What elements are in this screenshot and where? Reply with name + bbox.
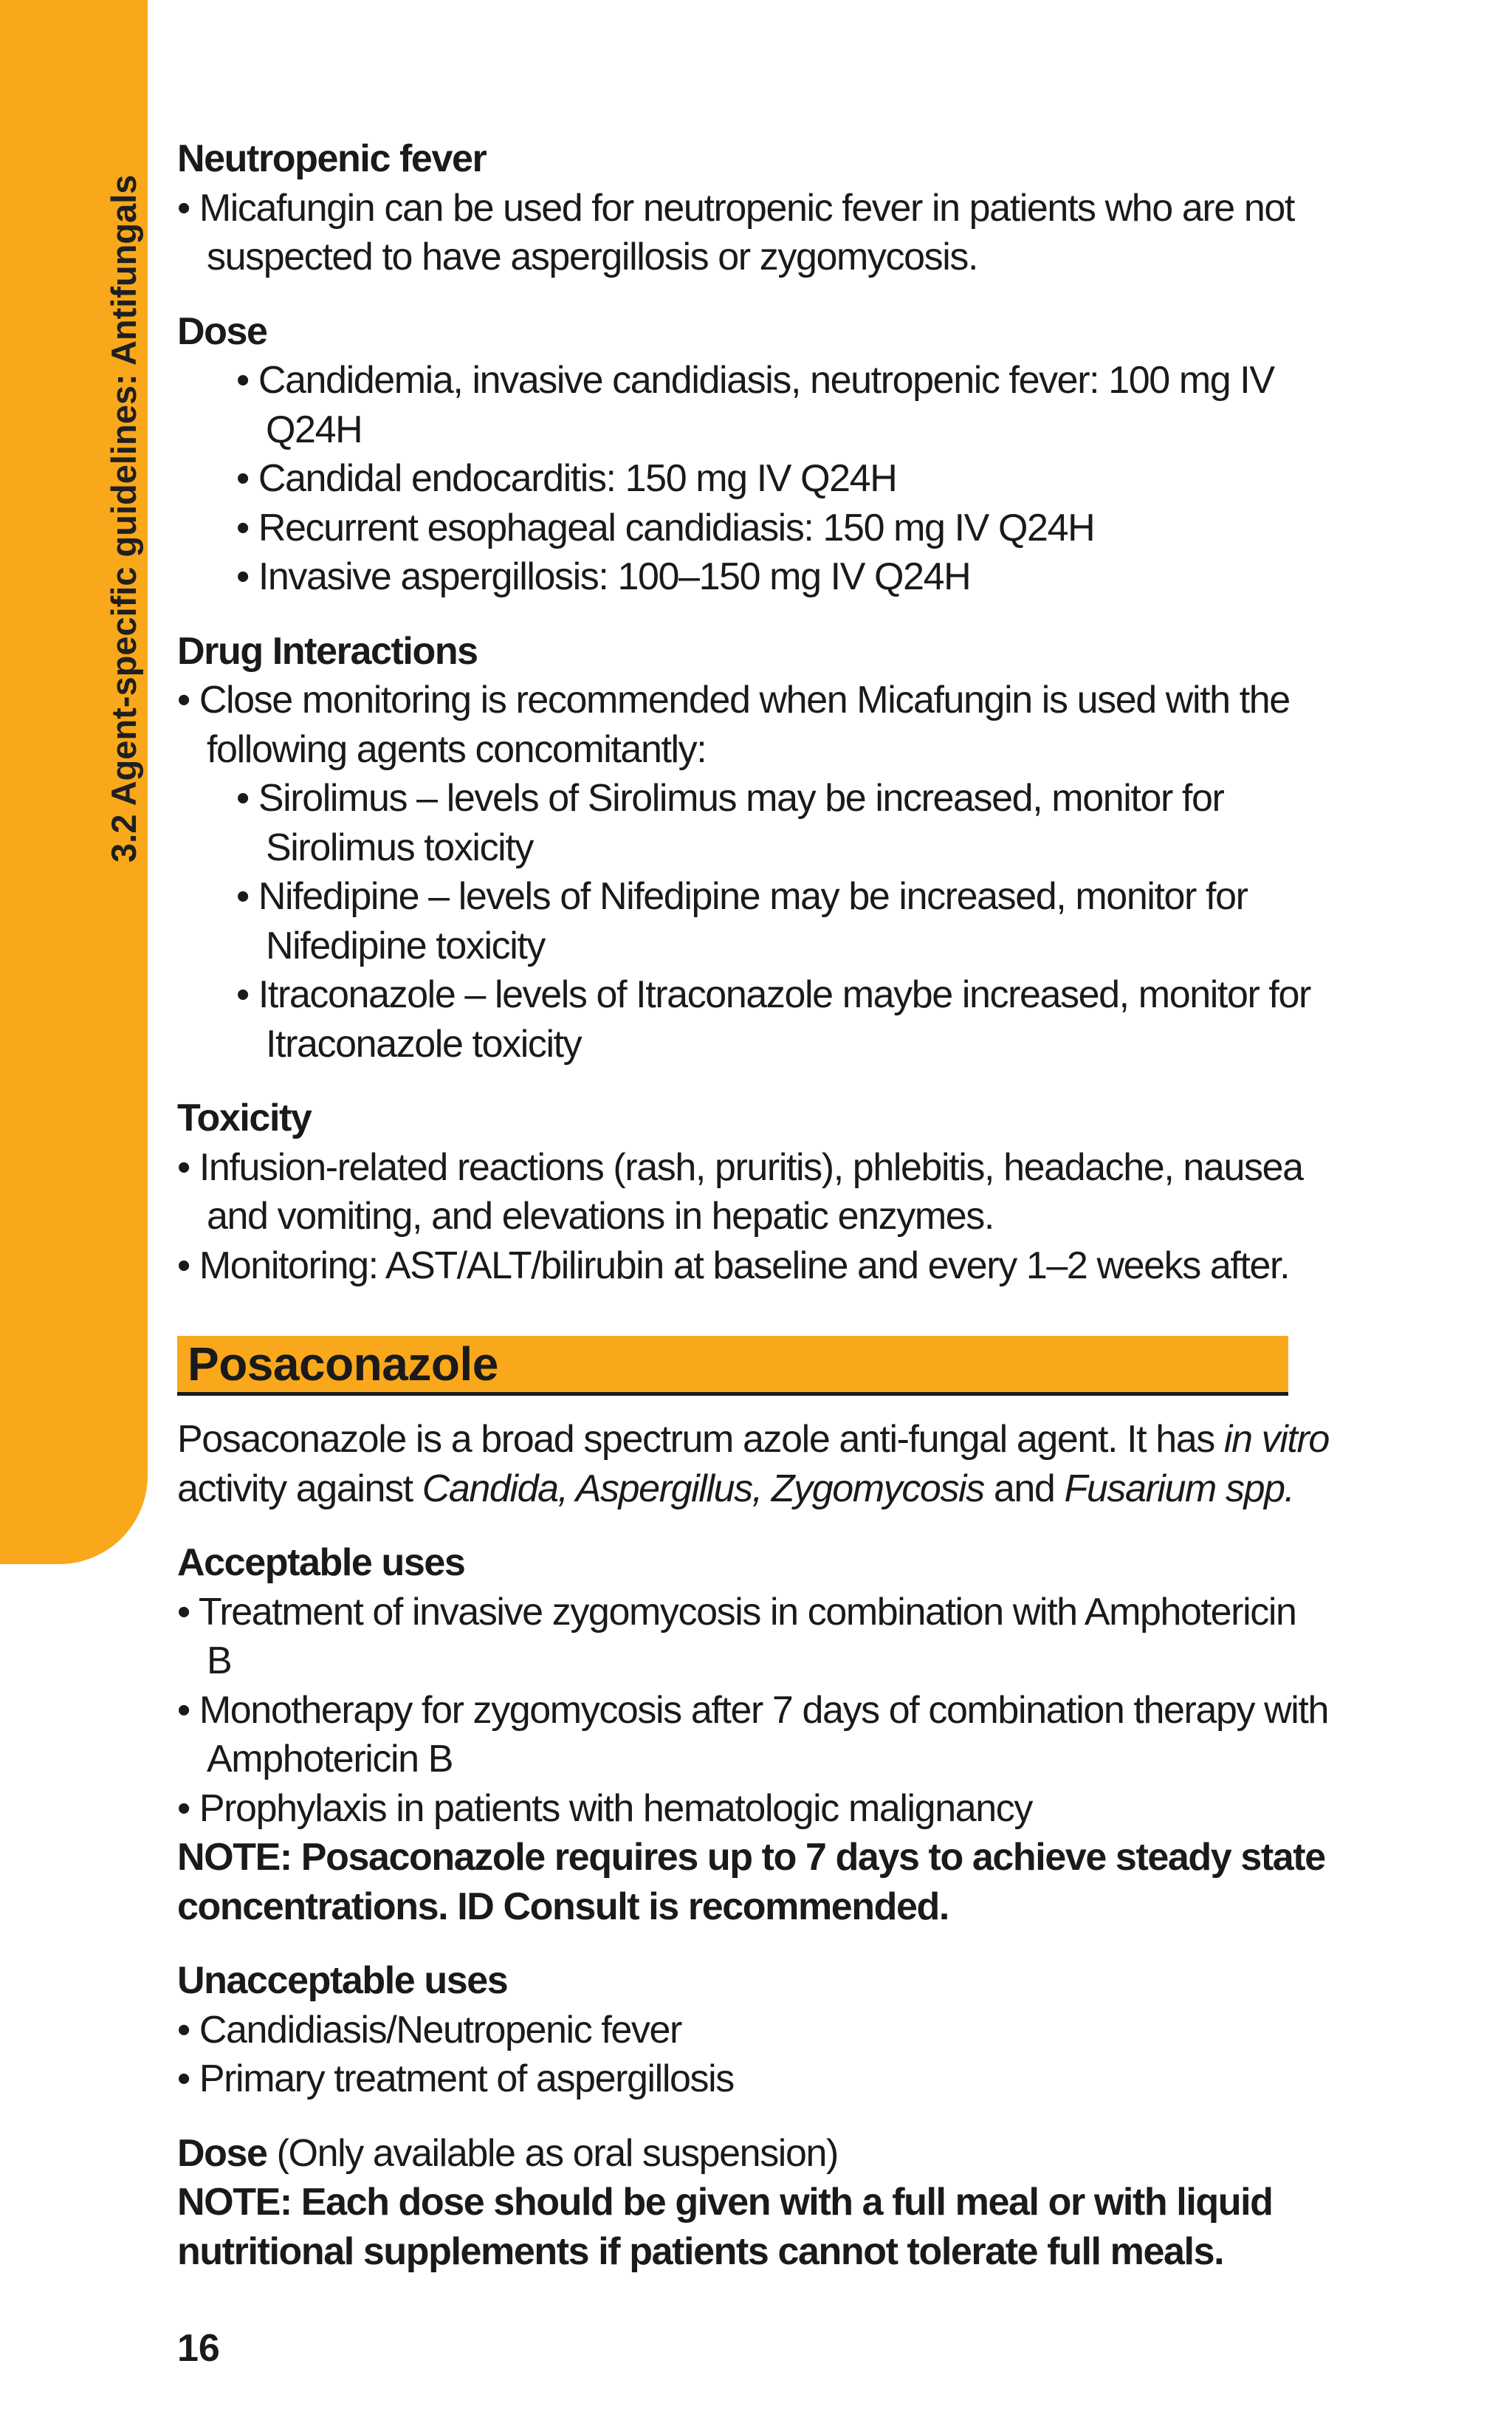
list-item: • Treatment of invasive zygomycosis in combination with Amphotericin B: [177, 1588, 1329, 1686]
posaconazole-intro: [177, 1415, 1329, 1513]
list-item: • Candidemia, invasive candidiasis, neutropenic fever: 100 mg IV Q24H: [177, 356, 1329, 454]
intro-text: and: [983, 1467, 1065, 1510]
list-item: • Primary treatment of aspergillosis: [177, 2054, 1329, 2104]
section-acceptable-uses: [177, 1538, 1329, 1931]
section-posaconazole-intro: [177, 1415, 1329, 1513]
intro-italic: in vitro: [1223, 1418, 1329, 1461]
intro-italic: Fusarium spp.: [1064, 1467, 1294, 1510]
posaconazole-dose-subtitle: (Only available as oral suspension): [267, 2131, 838, 2175]
list-item: • Monotherapy for zygomycosis after 7 days of combination therapy with Amphotericin B: [177, 1686, 1329, 1784]
section-dose: [177, 307, 1329, 602]
list-item: • Infusion-related reactions (rash, pruritis), phlebitis, headache, nausea and vomiting, and elevations in hepatic enzymes.: [177, 1143, 1329, 1241]
list-item: • Candidal endocarditis: 150 mg IV Q24H: [177, 454, 1329, 504]
intro-text: activity against: [177, 1467, 422, 1510]
list-item: • Sirolimus – levels of Sirolimus may be increased, monitor for Sirolimus toxicity: [177, 774, 1329, 872]
heading-posaconazole-dose: Dose: [177, 2131, 267, 2175]
intro-text: Posaconazole is a broad spectrum azole anti-fungal agent. It has: [177, 1418, 1224, 1461]
side-tab: [0, 0, 148, 1564]
heading-neutropenic-fever: Neutropenic fever: [177, 137, 487, 180]
list-item: • Prophylaxis in patients with hematologic malignancy: [177, 1784, 1329, 1834]
list-item: • Nifedipine – levels of Nifedipine may be increased, monitor for Nifedipine toxicity: [177, 872, 1329, 970]
posaconazole-title: Posaconazole: [188, 1337, 498, 1391]
section-neutropenic-fever: [177, 134, 1329, 282]
list-item: • Close monitoring is recommended when Micafungin is used with the following agents concomitantly:: [177, 676, 1329, 774]
list-item: • Invasive aspergillosis: 100–150 mg IV Q24H: [177, 552, 1329, 602]
acceptable-uses-note: NOTE: Posaconazole requires up to 7 days to achieve steady state concentrations. ID Consult is recommended.: [177, 1836, 1325, 1928]
side-tab-label: 3.2 Agent-specific guidelines: Antifungals: [104, 174, 143, 863]
intro-italic: Candida, Aspergillus, Zygomycosis: [422, 1467, 984, 1510]
page-number: 16: [177, 2327, 220, 2370]
section-drug-interactions: [177, 627, 1329, 1069]
list-item: • Itraconazole – levels of Itraconazole maybe increased, monitor for Itraconazole toxicity: [177, 970, 1329, 1069]
list-item: • Monitoring: AST/ALT/bilirubin at baseline and every 1–2 weeks after.: [177, 1241, 1329, 1291]
page-content: [177, 134, 1329, 2301]
posaconazole-banner: [177, 1336, 1288, 1396]
heading-drug-interactions: Drug Interactions: [177, 629, 478, 673]
section-posaconazole-dose: [177, 2129, 1329, 2277]
heading-unacceptable-uses: Unacceptable uses: [177, 1959, 508, 2002]
heading-acceptable-uses: Acceptable uses: [177, 1541, 465, 1584]
section-toxicity: [177, 1094, 1329, 1290]
list-item: • Micafungin can be used for neutropenic fever in patients who are not suspected to have aspergillosis or zygomycosis.: [177, 184, 1329, 282]
list-item: • Candidiasis/Neutropenic fever: [177, 2006, 1329, 2055]
heading-toxicity: Toxicity: [177, 1097, 312, 1139]
list-item: • Recurrent esophageal candidiasis: 150 mg IV Q24H: [177, 504, 1329, 553]
heading-dose: Dose: [177, 309, 267, 353]
posaconazole-dose-heading: [177, 2129, 1329, 2179]
section-unacceptable-uses: [177, 1956, 1329, 2104]
posaconazole-dose-note: NOTE: Each dose should be given with a full meal or with liquid nutritional supplements if patients cannot tolerate full meals.: [177, 2181, 1273, 2273]
